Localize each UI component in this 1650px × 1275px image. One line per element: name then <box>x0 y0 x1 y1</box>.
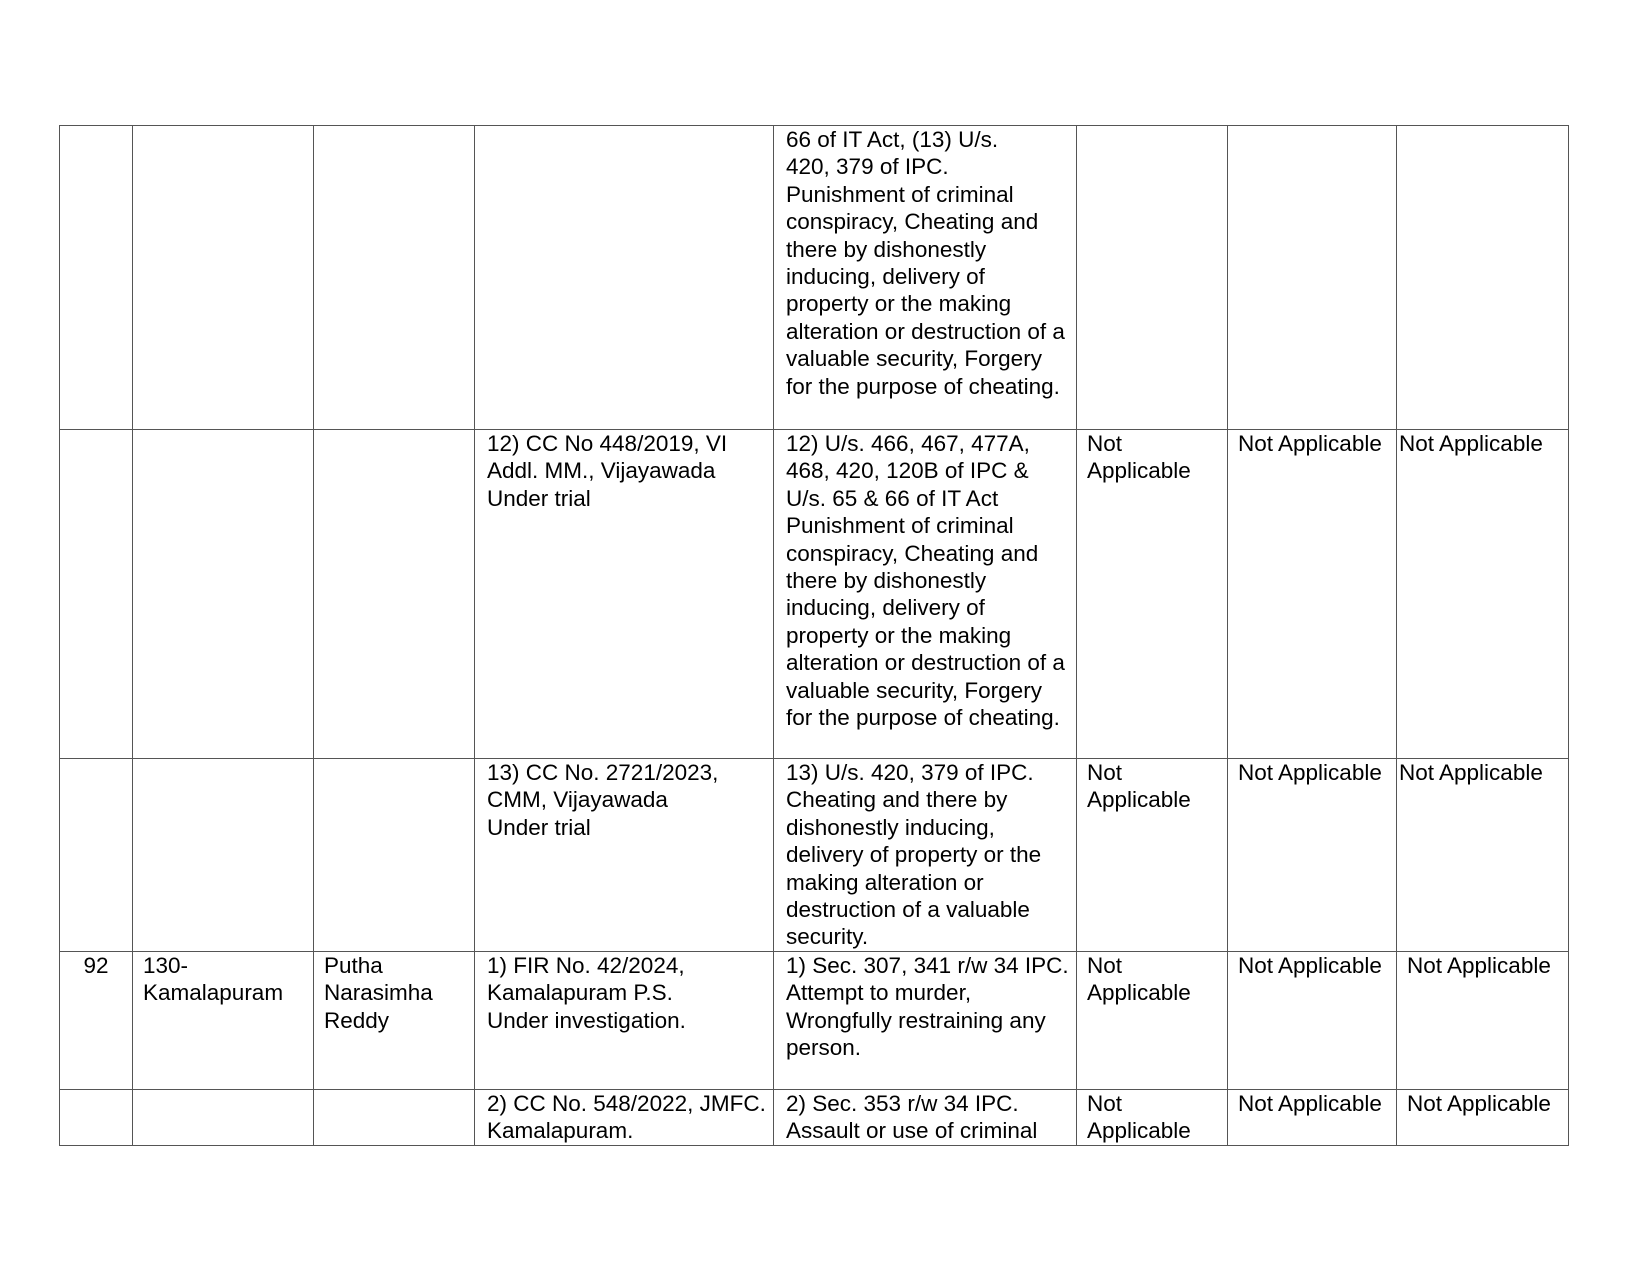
constituency-cell <box>133 1089 314 1145</box>
sections-description-cell: 1) Sec. 307, 341 r/w 34 IPC. Attempt to murder, Wrongfully restraining any person. <box>774 951 1077 1089</box>
applicability-cell: Not Applicable <box>1228 1089 1397 1145</box>
candidate-name-cell <box>314 1089 475 1145</box>
applicability-cell: Not Applicable <box>1397 1089 1569 1145</box>
candidate-name-cell: Putha Narasimha Reddy <box>314 951 475 1089</box>
applicability-cell: Not Applicable <box>1077 759 1228 952</box>
sections-description-cell: 2) Sec. 353 r/w 34 IPC. Assault or use of criminal <box>774 1089 1077 1145</box>
applicability-cell <box>1077 126 1228 430</box>
case-details-cell: 13) CC No. 2721/2023, CMM, Vijayawada Under trial <box>475 759 774 952</box>
applicability-cell: Not Applicable <box>1228 430 1397 759</box>
sections-description-cell: 12) U/s. 466, 467, 477A, 468, 420, 120B of IPC & U/s. 65 & 66 of IT Act Punishment of criminal conspiracy, Cheating and there by dishonestly inducing, delivery of property or the making alteration or destruction of a valuable security, Forgery for the purpose of cheating. <box>774 430 1077 759</box>
applicability-cell <box>1397 126 1569 430</box>
table-row <box>60 759 1569 952</box>
serial-number-cell <box>60 759 133 952</box>
candidate-name-cell <box>314 430 475 759</box>
applicability-cell: Not Applicable <box>1228 759 1397 952</box>
applicability-cell: Not Applicable <box>1077 1089 1228 1145</box>
applicability-cell: Not Applicable <box>1228 951 1397 1089</box>
criminal-cases-table <box>59 125 1569 1146</box>
serial-number-cell: 92 <box>60 951 133 1089</box>
applicability-cell: Not Applicable <box>1397 759 1569 952</box>
table-row <box>60 951 1569 1089</box>
serial-number-cell <box>60 126 133 430</box>
serial-number-cell <box>60 1089 133 1145</box>
applicability-cell: Not Applicable <box>1077 430 1228 759</box>
case-details-cell <box>475 126 774 430</box>
applicability-cell <box>1228 126 1397 430</box>
case-details-cell: 1) FIR No. 42/2024, Kamalapuram P.S. Under investigation. <box>475 951 774 1089</box>
applicability-cell: Not Applicable <box>1397 430 1569 759</box>
candidate-name-cell <box>314 126 475 430</box>
constituency-cell: 130- Kamalapuram <box>133 951 314 1089</box>
table-row <box>60 126 1569 430</box>
constituency-cell <box>133 430 314 759</box>
serial-number-cell <box>60 430 133 759</box>
table-row <box>60 1089 1569 1145</box>
case-details-cell: 12) CC No 448/2019, VI Addl. MM., Vijayawada Under trial <box>475 430 774 759</box>
table-row <box>60 430 1569 759</box>
applicability-cell: Not Applicable <box>1077 951 1228 1089</box>
sections-description-cell: 66 of IT Act, (13) U/s. 420, 379 of IPC. Punishment of criminal conspiracy, Cheating and there by dishonestly inducing, delivery of property or the making alteration or destruction of a valuable security, Forgery for the purpose of cheating. <box>774 126 1077 430</box>
constituency-cell <box>133 126 314 430</box>
sections-description-cell: 13) U/s. 420, 379 of IPC. Cheating and there by dishonestly inducing, delivery of property or the making alteration or destruction of a valuable security. <box>774 759 1077 952</box>
candidate-name-cell <box>314 759 475 952</box>
applicability-cell: Not Applicable <box>1397 951 1569 1089</box>
case-details-cell: 2) CC No. 548/2022, JMFC. Kamalapuram. <box>475 1089 774 1145</box>
constituency-cell <box>133 759 314 952</box>
